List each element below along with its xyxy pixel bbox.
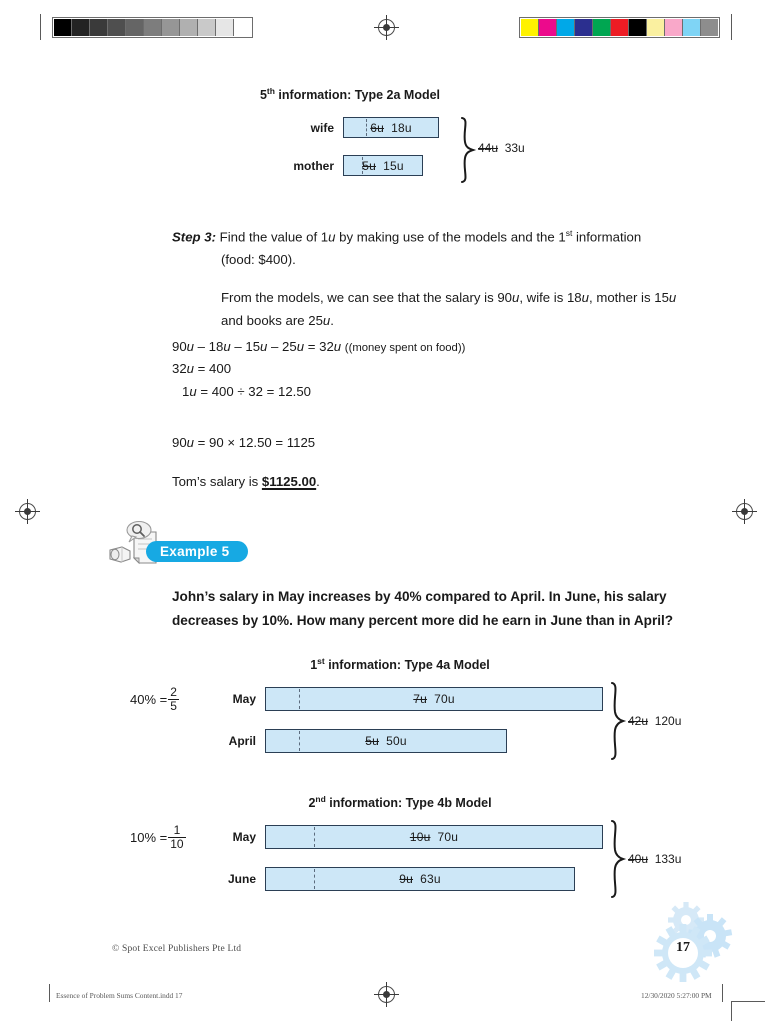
- calc4-b: = 90 × 12.50 = 1125: [194, 435, 316, 450]
- unit-symbol: u: [581, 290, 589, 306]
- calc1-note: ((money spent on food)): [344, 342, 466, 354]
- calc2-b: = 400: [194, 361, 232, 376]
- model-2-row-may: [130, 686, 690, 712]
- model-3-bar-june: [265, 867, 575, 891]
- grayscale-calibration-bar: [52, 17, 253, 38]
- model-1-row-mother: [200, 155, 600, 176]
- model-3-old-value: 10u: [409, 830, 431, 845]
- colour-calibration-bar: [519, 17, 720, 38]
- model-3-row-label: May: [232, 830, 256, 845]
- fraction-numerator: 2: [170, 685, 177, 700]
- model-3-row-june: [130, 867, 690, 891]
- fraction-denominator: 10: [170, 836, 184, 851]
- model-2-bar-may: [265, 687, 603, 711]
- model-2-title-rest: information: Type 4a Model: [324, 658, 490, 673]
- model-3-row-label: June: [227, 872, 256, 887]
- model-2-old-value: 5u: [365, 734, 380, 749]
- model-1-bar-value: [362, 159, 403, 173]
- calc2-a: 32: [172, 361, 187, 376]
- step-3-line3-f: .: [330, 312, 334, 328]
- model-3-new-value: 70u: [437, 830, 459, 845]
- model-diagram-2nd-information: [130, 794, 690, 891]
- model-3-bar-value: [410, 830, 458, 844]
- step-3-line3-e: and books are 25: [221, 312, 323, 328]
- model-diagram-1st-information: [130, 656, 690, 753]
- model-1-title-prefix: 5: [259, 88, 267, 103]
- slug-divider-left: [49, 984, 50, 1002]
- calibration-swatch: [126, 19, 144, 36]
- fraction-denominator: 5: [170, 698, 177, 713]
- problem-statement: [172, 585, 678, 633]
- model-2-bar-value: [413, 692, 454, 706]
- model-2-brace-label: [628, 714, 681, 728]
- model-1-new-value: 18u: [391, 120, 412, 135]
- model-3-brace-label: [628, 852, 681, 866]
- model-2-brace: [608, 682, 628, 765]
- step-3-line3-b: , wife is 18: [519, 290, 582, 306]
- registration-mark-bottom: [378, 986, 395, 1003]
- model-2-bar-value: [365, 734, 406, 748]
- calibration-swatch: [575, 19, 593, 36]
- model-1-old-value: 6u: [370, 120, 385, 135]
- answer-line: [172, 474, 320, 489]
- registration-mark-left: [19, 503, 36, 520]
- crop-line-bottom-right: [731, 1001, 765, 1002]
- model-1-title-rest: information: Type 2a Model: [274, 88, 441, 103]
- calibration-swatch: [521, 19, 539, 36]
- registration-mark-right: [736, 503, 753, 520]
- model-1-bar-value: [370, 121, 411, 135]
- bar-divider: [299, 689, 300, 709]
- calculation-line-2: 32u = 400: [172, 361, 232, 376]
- model-1-brace-new: 33u: [504, 141, 525, 155]
- model-2-percent: 40% =: [130, 691, 168, 707]
- model-1-row-label: wife: [310, 120, 334, 135]
- step-3-line1-a: Find the value of 1: [219, 229, 329, 245]
- model-2-fraction: [130, 686, 208, 712]
- calibration-swatch: [539, 19, 557, 36]
- model-3-brace-new: 133u: [654, 852, 682, 866]
- calc1-e: = 32: [304, 339, 334, 354]
- crop-line-top-left: [40, 14, 41, 40]
- calibration-swatch: [180, 19, 198, 36]
- calibration-swatch: [665, 19, 683, 36]
- model-1-title: [200, 86, 500, 102]
- calc3-a: 1: [182, 384, 190, 399]
- unit-symbol: u: [668, 290, 677, 306]
- calibration-swatch: [216, 19, 234, 36]
- copyright-notice: © Spot Excel Publishers Pte Ltd: [112, 944, 242, 954]
- step-3-line1-c: information: [572, 229, 642, 245]
- model-3-bar-value: [399, 872, 440, 886]
- answer-prefix: Tom’s salary is: [172, 474, 262, 489]
- model-2-row-april: [130, 729, 690, 753]
- model-3-title-superscript: nd: [315, 794, 326, 804]
- step-3-line-1: [172, 222, 692, 249]
- calc3-b: = 400 ÷ 32 = 12.50: [196, 384, 311, 399]
- unit-symbol: u: [328, 229, 336, 245]
- step-3-line1-b: by making use of the models and the 1: [335, 229, 566, 245]
- fraction-numerator: 1: [173, 823, 181, 838]
- calculation-line-1: 90u – 18u – 15u – 25u = 32u ((money spent on food)): [172, 339, 466, 354]
- calculation-line-4: 90u = 90 × 12.50 = 1125: [172, 435, 316, 450]
- calibration-swatch: [162, 19, 180, 36]
- model-2-row-label: May: [232, 692, 256, 707]
- model-3-bar-may: [265, 825, 603, 849]
- answer-value: $1125.00: [261, 474, 317, 489]
- model-2-bar-april: [265, 729, 507, 753]
- model-3-title-rest: information: Type 4b Model: [325, 796, 492, 811]
- model-2-brace-old: 42u: [628, 714, 649, 728]
- model-1-brace: [458, 117, 478, 188]
- calc1-d: – 25: [267, 339, 297, 354]
- crop-line-top-right: [731, 14, 732, 40]
- problem-statement-line-1: John’s salary in May increases by 40% compared to April. In June, his salary: [172, 589, 667, 604]
- model-3-title-prefix: 2: [308, 796, 316, 811]
- step-3-line-2: (food: $400).: [221, 251, 296, 267]
- model-1-bar-mother: [343, 155, 423, 176]
- answer-suffix: .: [316, 474, 320, 489]
- model-3-brace-old: 40u: [628, 852, 649, 866]
- model-1-row-wife: [200, 117, 600, 138]
- calibration-swatch: [701, 19, 718, 36]
- calibration-swatch: [90, 19, 108, 36]
- bar-divider: [314, 869, 315, 889]
- print-slug-filename: Essence of Problem Sums Content.indd 17: [56, 991, 183, 1000]
- model-2-row-label: April: [228, 734, 256, 749]
- model-2-new-value: 50u: [386, 734, 407, 749]
- model-1-row-label: mother: [293, 158, 334, 173]
- bar-divider: [366, 119, 367, 136]
- page-number: 17: [676, 940, 690, 955]
- calibration-swatch: [557, 19, 575, 36]
- registration-mark-top: [378, 19, 395, 36]
- calibration-swatch: [647, 19, 665, 36]
- model-3-title: [190, 794, 610, 810]
- model-3-old-value: 9u: [399, 872, 414, 887]
- calibration-swatch: [198, 19, 216, 36]
- calibration-swatch: [72, 19, 90, 36]
- calibration-swatch: [234, 19, 251, 36]
- model-2-old-value: 7u: [413, 692, 428, 707]
- ordinal-superscript: st: [565, 228, 573, 238]
- model-3-fraction: [130, 824, 208, 850]
- model-1-old-value: 5u: [362, 158, 377, 173]
- calibration-swatch: [611, 19, 629, 36]
- model-1-brace-label: [478, 141, 525, 155]
- step-3-line3-a: From the models, we can see that the salary is 90: [221, 290, 512, 306]
- step-3-text: [172, 222, 692, 332]
- model-1-title-superscript: th: [266, 86, 275, 96]
- calibration-swatch: [54, 19, 72, 36]
- model-2-title-superscript: st: [317, 656, 325, 666]
- print-slug-timestamp: 12/30/2020 5:27:00 PM: [641, 991, 712, 1000]
- calibration-swatch: [683, 19, 701, 36]
- calibration-swatch: [593, 19, 611, 36]
- calibration-swatch: [144, 19, 162, 36]
- example-badge: Example 5: [146, 541, 248, 562]
- calc4-a: 90: [172, 435, 187, 450]
- model-3-brace: [608, 820, 628, 903]
- model-3-row-may: [130, 824, 690, 850]
- calibration-swatch: [108, 19, 126, 36]
- model-1-new-value: 15u: [383, 158, 404, 173]
- step-3-line-3: [172, 287, 692, 332]
- model-1-bar-wife: [343, 117, 439, 138]
- fraction: [168, 824, 185, 850]
- fraction: [168, 686, 179, 712]
- bar-divider: [299, 731, 300, 751]
- model-2-brace-new: 120u: [654, 714, 682, 728]
- model-2-title: [190, 656, 610, 672]
- model-3-new-value: 63u: [420, 872, 441, 887]
- unit-symbol: u: [512, 290, 520, 306]
- bar-divider: [314, 827, 315, 847]
- crop-line-bottom-right-vertical: [731, 1001, 732, 1021]
- model-2-new-value: 70u: [434, 692, 455, 707]
- calc1-a: 90: [172, 339, 187, 354]
- unit-symbol: u: [322, 312, 331, 328]
- calculation-line-3: 1u = 400 ÷ 32 = 12.50: [182, 384, 311, 399]
- step-3-line3-d: 15: [654, 290, 669, 306]
- model-diagram-5th-information: [200, 86, 600, 176]
- model-2-title-prefix: 1: [310, 658, 318, 673]
- model-3-percent: 10% =: [130, 829, 168, 845]
- step-3-line3-c: , mother is: [589, 290, 651, 306]
- model-1-brace-old: 44u: [478, 141, 499, 155]
- problem-statement-line-2: decreases by 10%. How many percent more did he earn in June than in April?: [172, 613, 674, 628]
- calc1-b: – 18: [194, 339, 224, 354]
- calibration-swatch: [629, 19, 647, 36]
- step-3-label: Step 3:: [172, 229, 216, 245]
- calc1-c: – 15: [230, 339, 261, 354]
